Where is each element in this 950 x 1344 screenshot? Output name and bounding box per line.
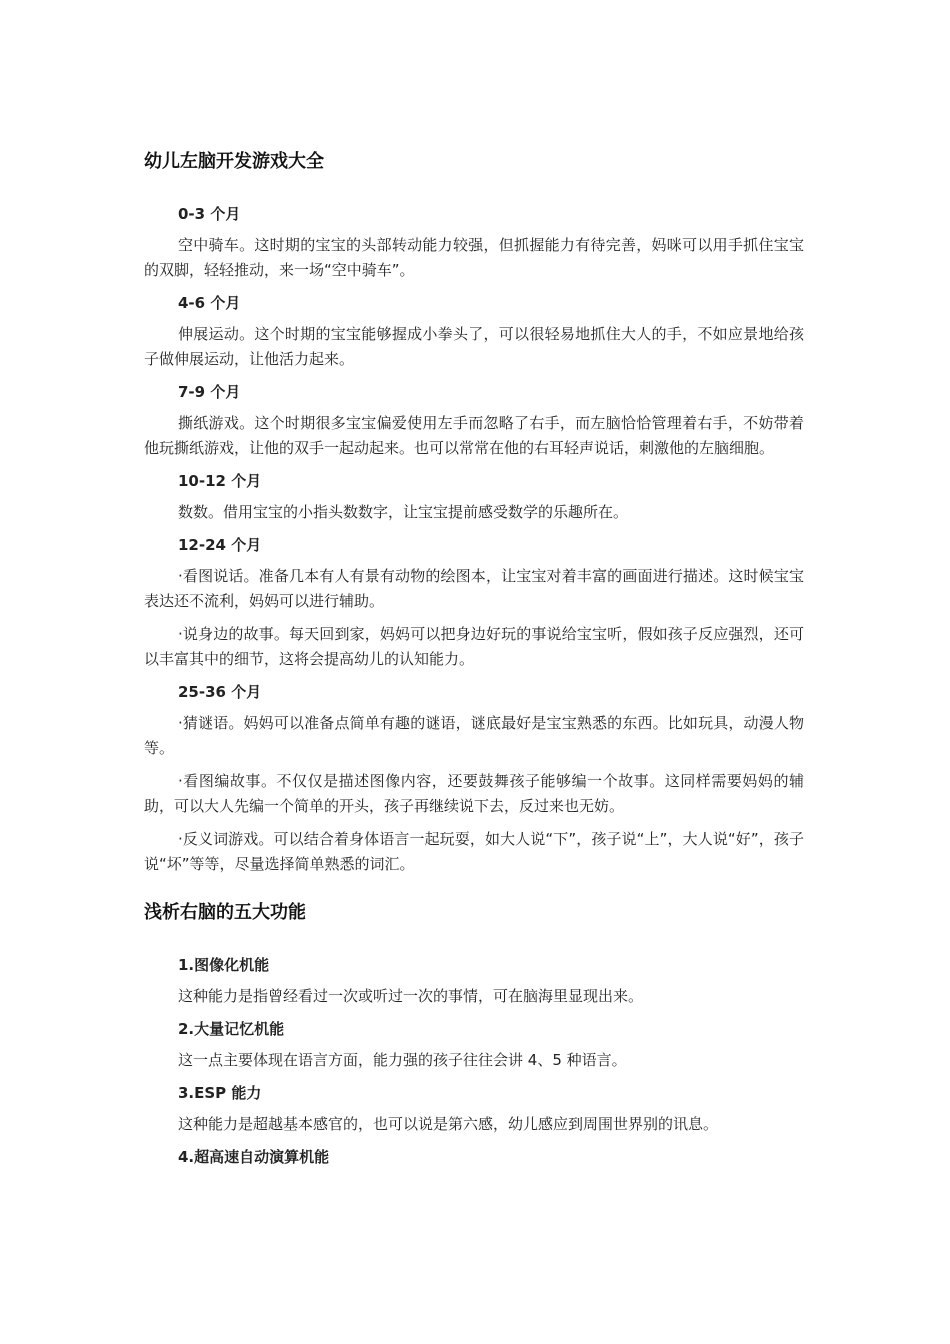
age-heading: 7-9 个月 <box>178 383 241 401</box>
paragraph: ·看图编故事。不仅仅是描述图像内容，还要鼓舞孩子能够编一个故事。这同样需要妈妈的辅助，可以大人先编一个简单的开头，孩子再继续说下去，反过来也无妨。 <box>144 772 804 815</box>
age-heading: 12-24 个月 <box>178 536 262 554</box>
age-heading: 0-3 个月 <box>178 205 241 223</box>
function-heading: 3.ESP 能力 <box>178 1084 262 1102</box>
paragraph: ·看图说话。准备几本有人有景有动物的绘图本，让宝宝对着丰富的画面进行描述。这时候宝宝表达还不流利，妈妈可以进行辅助。 <box>144 567 804 610</box>
age-heading: 4-6 个月 <box>178 294 241 312</box>
document-page <box>144 148 804 1191</box>
content-block <box>144 469 804 525</box>
content-block <box>144 953 804 1009</box>
paragraph: 这一点主要体现在语言方面，能力强的孩子往往会讲 4、5 种语言。 <box>178 1051 627 1069</box>
paragraph: 这种能力是超越基本感官的，也可以说是第六感，幼儿感应到周围世界别的讯息。 <box>178 1115 719 1133</box>
section-title: 浅析右脑的五大功能 <box>144 902 306 923</box>
paragraph: 这种能力是指曾经看过一次或听过一次的事情，可在脑海里显现出来。 <box>178 987 644 1005</box>
section-right-brain-functions <box>144 899 804 1169</box>
function-heading: 4.超高速自动演算机能 <box>178 1148 330 1166</box>
content-block <box>144 1145 804 1169</box>
content-block <box>144 291 804 372</box>
paragraph: 伸展运动。这个时期的宝宝能够握成小拳头了，可以很轻易地抓住大人的手，不如应景地给孩子做伸展运动，让他活力起来。 <box>144 325 804 368</box>
age-heading: 10-12 个月 <box>178 472 262 490</box>
content-block <box>144 680 804 877</box>
content-block <box>144 202 804 283</box>
paragraph: 空中骑车。这时期的宝宝的头部转动能力较强，但抓握能力有待完善，妈咪可以用手抓住宝宝的双脚，轻轻推动，来一场“空中骑车”。 <box>144 236 804 279</box>
section-title: 幼儿左脑开发游戏大全 <box>144 151 324 172</box>
content-block <box>144 1081 804 1137</box>
function-heading: 2.大量记忆机能 <box>178 1020 285 1038</box>
content-block <box>144 380 804 461</box>
function-heading: 1.图像化机能 <box>178 956 270 974</box>
section-left-brain-games <box>144 148 804 877</box>
paragraph: ·猜谜语。妈妈可以准备点简单有趣的谜语，谜底最好是宝宝熟悉的东西。比如玩具，动漫人物等。 <box>144 714 804 757</box>
paragraph: 数数。借用宝宝的小指头数数字，让宝宝提前感受数学的乐趣所在。 <box>178 503 629 521</box>
paragraph: 撕纸游戏。这个时期很多宝宝偏爱使用左手而忽略了右手，而左脑恰恰管理着右手，不妨带着他玩撕纸游戏，让他的双手一起动起来。也可以常常在他的右耳轻声说话，刺激他的左脑细胞。 <box>144 414 804 457</box>
paragraph: ·反义词游戏。可以结合着身体语言一起玩耍，如大人说“下”，孩子说“上”，大人说“好”，孩子说“坏”等等，尽量选择简单熟悉的词汇。 <box>144 830 804 873</box>
age-heading: 25-36 个月 <box>178 683 262 701</box>
paragraph: ·说身边的故事。每天回到家，妈妈可以把身边好玩的事说给宝宝听，假如孩子反应强烈，还可以丰富其中的细节，这将会提高幼儿的认知能力。 <box>144 625 804 668</box>
content-block <box>144 1017 804 1073</box>
content-block <box>144 533 804 672</box>
